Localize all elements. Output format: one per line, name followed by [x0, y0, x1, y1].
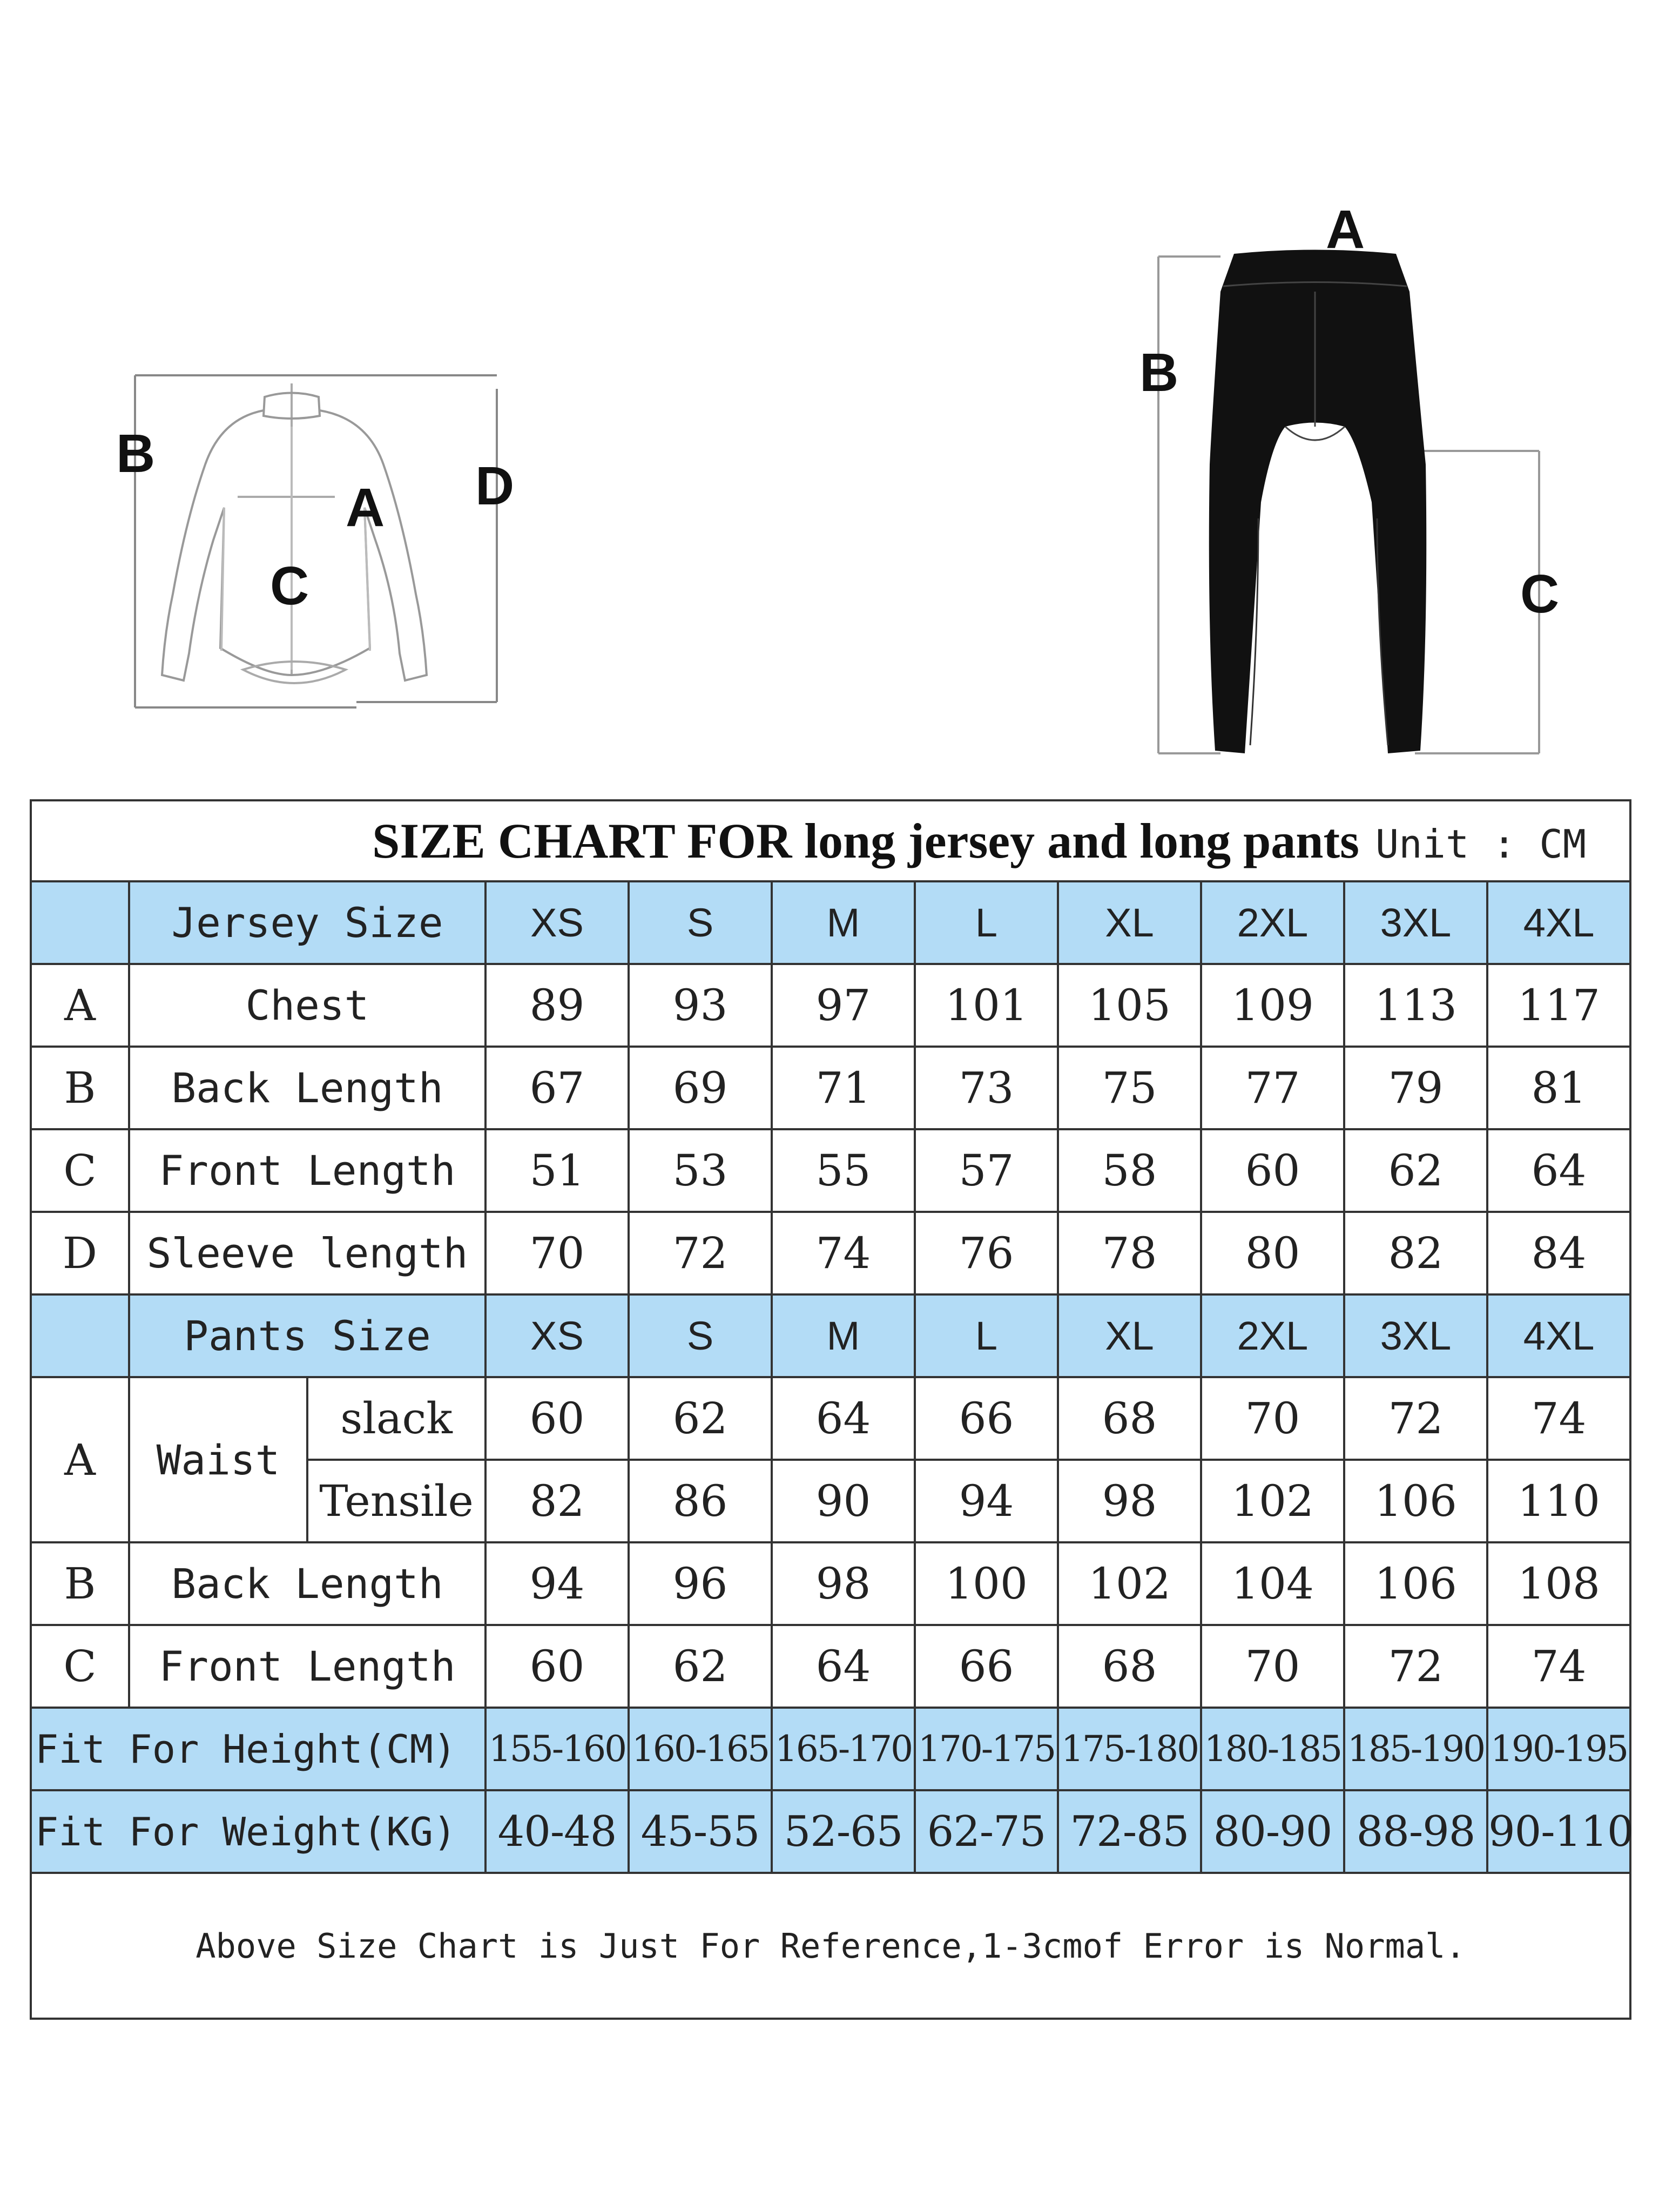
title-cell [31, 800, 1630, 881]
value-cell: 58 [1058, 1129, 1201, 1212]
pants-header-row [31, 1294, 1630, 1377]
row-name: Back Length [129, 1047, 485, 1129]
value-cell: 72 [1344, 1377, 1487, 1460]
table-row [31, 1129, 1630, 1212]
value-cell: 170-175 [915, 1708, 1058, 1790]
value-cell: 82 [1344, 1212, 1487, 1294]
row-letter: C [31, 1129, 129, 1212]
header-blank [31, 881, 129, 964]
value-cell: 51 [485, 1129, 629, 1212]
note-row [31, 1873, 1630, 2019]
value-cell: 105 [1058, 964, 1201, 1047]
jersey-label-b: B [116, 423, 156, 484]
value-cell: 60 [485, 1625, 629, 1708]
size-header: 4XL [1487, 1294, 1630, 1377]
value-cell: 96 [629, 1542, 772, 1625]
fit-weight-row [31, 1790, 1630, 1873]
jersey-label-d: D [475, 456, 515, 516]
size-header: S [629, 1294, 772, 1377]
size-header: M [772, 1294, 915, 1377]
value-cell: 80 [1201, 1212, 1344, 1294]
value-cell: 70 [485, 1212, 629, 1294]
size-header: 3XL [1344, 1294, 1487, 1377]
value-cell: 72 [629, 1212, 772, 1294]
value-cell: 74 [1487, 1625, 1630, 1708]
size-chart-table [30, 799, 1634, 2020]
row-letter: B [31, 1542, 129, 1625]
value-cell: 185-190 [1344, 1708, 1487, 1790]
chart-unit: Unit : CM [1375, 821, 1587, 867]
value-cell: 94 [915, 1460, 1058, 1542]
size-header: L [915, 881, 1058, 964]
value-cell: 72-85 [1058, 1790, 1201, 1873]
size-header: XS [485, 881, 629, 964]
jersey-header-row [31, 881, 1630, 964]
value-cell: 68 [1058, 1377, 1201, 1460]
value-cell: 57 [915, 1129, 1058, 1212]
title-row [31, 800, 1630, 881]
value-cell: 84 [1487, 1212, 1630, 1294]
pants-size-header: Pants Size [129, 1294, 485, 1377]
value-cell: 101 [915, 964, 1058, 1047]
value-cell: 106 [1344, 1460, 1487, 1542]
fit-height-row [31, 1708, 1630, 1790]
value-cell: 64 [1487, 1129, 1630, 1212]
value-cell: 90-110 [1487, 1790, 1630, 1873]
value-cell: 109 [1201, 964, 1344, 1047]
value-cell: 74 [1487, 1377, 1630, 1460]
value-cell: 175-180 [1058, 1708, 1201, 1790]
value-cell: 82 [485, 1460, 629, 1542]
value-cell: 73 [915, 1047, 1058, 1129]
value-cell: 102 [1058, 1542, 1201, 1625]
value-cell: 90 [772, 1460, 915, 1542]
row-name: Back Length [129, 1542, 485, 1625]
row-name: Front Length [129, 1129, 485, 1212]
row-letter: C [31, 1625, 129, 1708]
value-cell: 79 [1344, 1047, 1487, 1129]
value-cell: 71 [772, 1047, 915, 1129]
header-blank [31, 1294, 129, 1377]
value-cell: 40-48 [485, 1790, 629, 1873]
value-cell: 62-75 [915, 1790, 1058, 1873]
jersey-label-c: C [270, 556, 309, 616]
row-letter: A [31, 1377, 129, 1542]
pants-label-c: C [1520, 564, 1560, 624]
value-cell: 62 [629, 1625, 772, 1708]
value-cell: 89 [485, 964, 629, 1047]
value-cell: 81 [1487, 1047, 1630, 1129]
row-letter: B [31, 1047, 129, 1129]
value-cell: 55 [772, 1129, 915, 1212]
table-row [31, 1047, 1630, 1129]
value-cell: 86 [629, 1460, 772, 1542]
value-cell: 64 [772, 1625, 915, 1708]
table-row [31, 1625, 1630, 1708]
size-header: XL [1058, 1294, 1201, 1377]
value-cell: 62 [1344, 1129, 1487, 1212]
value-cell: 69 [629, 1047, 772, 1129]
value-cell: 94 [485, 1542, 629, 1625]
tensile-label: Tensile [307, 1460, 485, 1542]
value-cell: 67 [485, 1047, 629, 1129]
waist-label: Waist [129, 1377, 307, 1542]
table-row [31, 1542, 1630, 1625]
value-cell: 190-195 [1487, 1708, 1630, 1790]
jersey-diagram [130, 367, 518, 713]
value-cell: 98 [1058, 1460, 1201, 1542]
value-cell: 76 [915, 1212, 1058, 1294]
value-cell: 102 [1201, 1460, 1344, 1542]
value-cell: 70 [1201, 1625, 1344, 1708]
value-cell: 100 [915, 1542, 1058, 1625]
fit-height-label: Fit For Height(CM) [31, 1708, 485, 1790]
size-header: S [629, 881, 772, 964]
size-header: 3XL [1344, 881, 1487, 964]
slack-label: slack [307, 1377, 485, 1460]
value-cell: 110 [1487, 1460, 1630, 1542]
value-cell: 80-90 [1201, 1790, 1344, 1873]
size-header: 4XL [1487, 881, 1630, 964]
value-cell: 165-170 [772, 1708, 915, 1790]
value-cell: 88-98 [1344, 1790, 1487, 1873]
value-cell: 93 [629, 964, 772, 1047]
value-cell: 180-185 [1201, 1708, 1344, 1790]
value-cell: 98 [772, 1542, 915, 1625]
pants-label-b: B [1139, 342, 1179, 403]
size-header: XL [1058, 881, 1201, 964]
table-row [31, 964, 1630, 1047]
pants-label-a: A [1326, 199, 1365, 260]
value-cell: 68 [1058, 1625, 1201, 1708]
value-cell: 60 [485, 1377, 629, 1460]
value-cell: 72 [1344, 1625, 1487, 1708]
value-cell: 108 [1487, 1542, 1630, 1625]
value-cell: 117 [1487, 964, 1630, 1047]
jersey-label-a: A [346, 477, 385, 538]
row-name: Sleeve length [129, 1212, 485, 1294]
chart-title: SIZE CHART FOR long jersey and long pants [372, 813, 1359, 868]
value-cell: 75 [1058, 1047, 1201, 1129]
size-header: XS [485, 1294, 629, 1377]
value-cell: 52-65 [772, 1790, 915, 1873]
value-cell: 78 [1058, 1212, 1201, 1294]
value-cell: 104 [1201, 1542, 1344, 1625]
value-cell: 64 [772, 1377, 915, 1460]
reference-note: Above Size Chart is Just For Reference,1-3cmof Error is Normal. [31, 1873, 1630, 2019]
value-cell: 113 [1344, 964, 1487, 1047]
row-letter: A [31, 964, 129, 1047]
value-cell: 53 [629, 1129, 772, 1212]
size-header: L [915, 1294, 1058, 1377]
value-cell: 77 [1201, 1047, 1344, 1129]
value-cell: 70 [1201, 1377, 1344, 1460]
size-header: 2XL [1201, 1294, 1344, 1377]
value-cell: 74 [772, 1212, 915, 1294]
pants-diagram [1150, 248, 1561, 778]
size-header: M [772, 881, 915, 964]
table-row [31, 1212, 1630, 1294]
waist-slack-row [31, 1377, 1630, 1460]
size-header: 2XL [1201, 881, 1344, 964]
value-cell: 106 [1344, 1542, 1487, 1625]
row-name: Chest [129, 964, 485, 1047]
value-cell: 66 [915, 1377, 1058, 1460]
value-cell: 62 [629, 1377, 772, 1460]
value-cell: 155-160 [485, 1708, 629, 1790]
value-cell: 60 [1201, 1129, 1344, 1212]
fit-weight-label: Fit For Weight(KG) [31, 1790, 485, 1873]
row-letter: D [31, 1212, 129, 1294]
value-cell: 45-55 [629, 1790, 772, 1873]
value-cell: 97 [772, 964, 915, 1047]
value-cell: 160-165 [629, 1708, 772, 1790]
jersey-size-header: Jersey Size [129, 881, 485, 964]
value-cell: 66 [915, 1625, 1058, 1708]
row-name: Front Length [129, 1625, 485, 1708]
